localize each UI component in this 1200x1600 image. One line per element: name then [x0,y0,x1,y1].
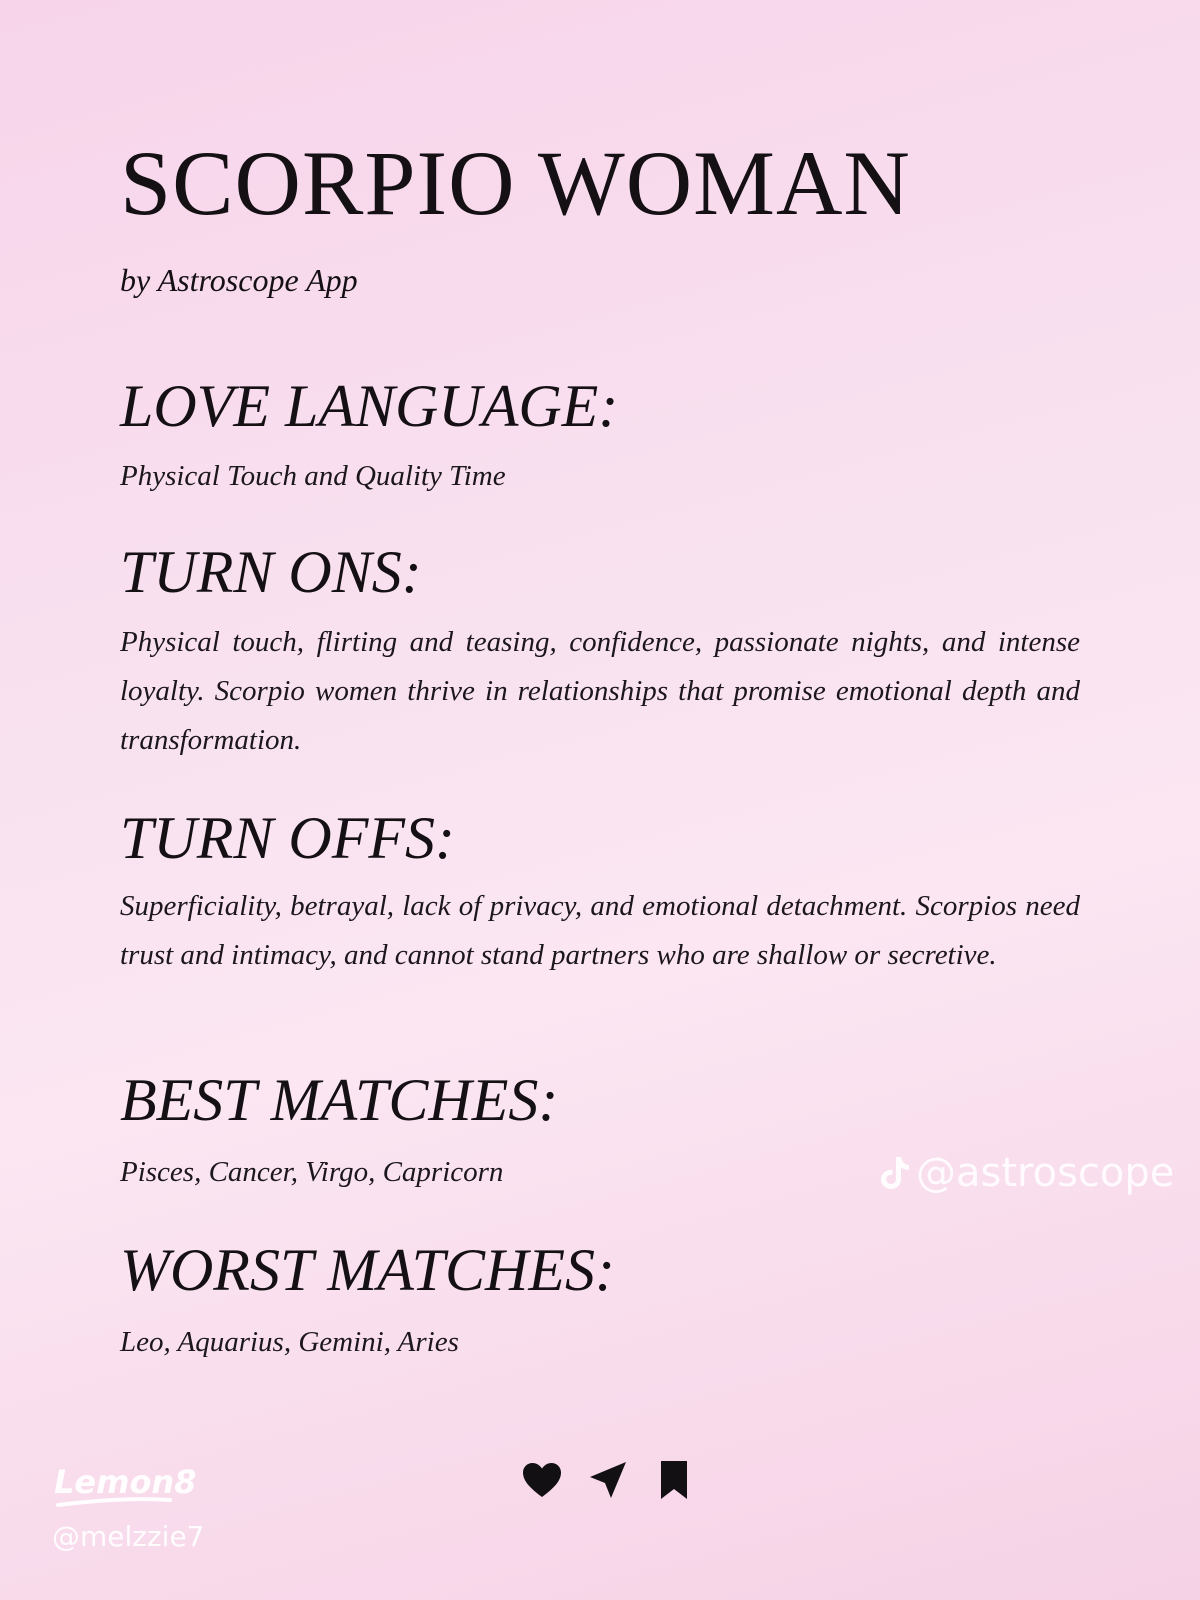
tiktok-watermark [876,1150,1174,1196]
worst-matches-text: Leo, Aquarius, Gemini, Aries [120,1326,459,1358]
love-language-heading: LOVE LANGUAGE: [120,373,619,439]
love-language-text: Physical Touch and Quality Time [120,460,506,492]
best-matches-text: Pisces, Cancer, Virgo, Capricorn [120,1156,504,1188]
heart-icon[interactable] [520,1458,564,1502]
turn-ons-heading: TURN ONS: [120,539,422,605]
tiktok-icon [876,1153,912,1193]
lemon8-brand-text: Lemon8 [54,1463,197,1501]
best-matches-heading: BEST MATCHES: [120,1067,559,1133]
worst-matches-heading: WORST MATCHES: [120,1237,615,1303]
turn-offs-text: Superficiality, betrayal, lack of privacy, and emotional detachment. Scorpios need trust and intimacy, and cannot stand partners who are shallow or secretive. [120,890,1080,971]
bookmark-icon[interactable] [652,1458,696,1502]
tiktok-handle: @astroscope [916,1150,1175,1196]
action-bar [520,1458,696,1502]
page-title: SCORPIO WOMAN [120,132,911,234]
turn-offs-heading: TURN OFFS: [120,805,455,871]
turn-ons-text: Physical touch, flirting and teasing, confidence, passionate nights, and intense loyalty. Scorpio women thrive in relationships that promise emotional depth and transformation. [120,626,1080,756]
lemon8-handle: @melzzie7 [52,1520,205,1553]
byline: by Astroscope App [120,262,358,298]
lemon8-logo [52,1455,202,1515]
share-arrow-icon[interactable] [586,1458,630,1502]
